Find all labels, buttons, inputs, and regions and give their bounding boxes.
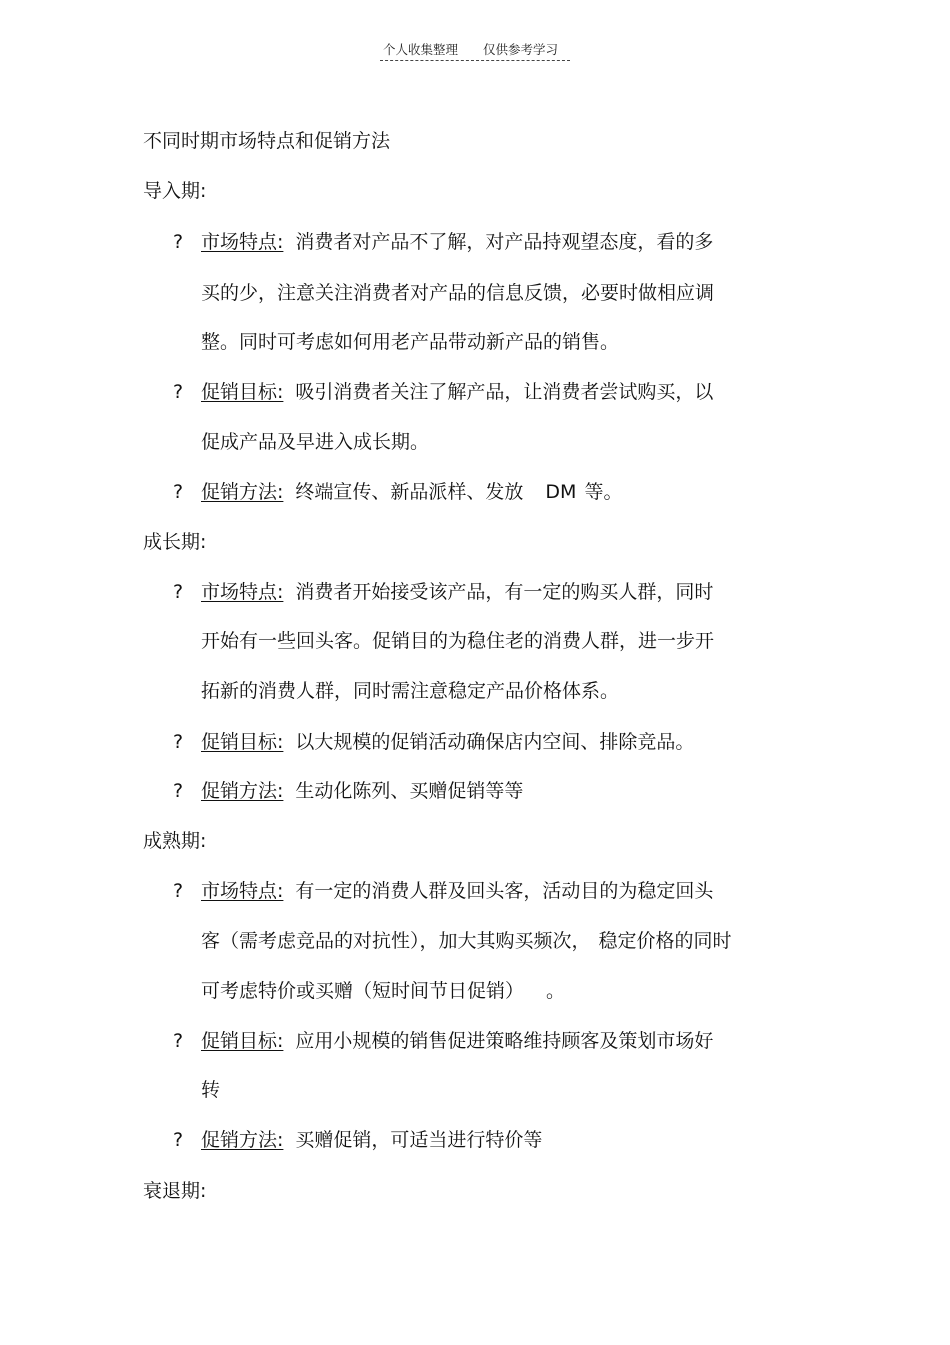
item-text: 有一定的消费人群及回头客，活动目的为稳定回头	[295, 880, 714, 902]
item-line: 开始有一些回头客。促销目的为稳住老的消费人群，进一步开	[201, 630, 715, 652]
item-text: 买赠促销，可适当进行特价等	[295, 1129, 543, 1151]
item-label: 市场特点:	[201, 581, 284, 603]
item-line	[201, 879, 713, 903]
item-line	[201, 929, 732, 953]
item-label: 促销方法:	[201, 780, 284, 802]
item-label: 促销目标:	[201, 381, 284, 403]
item-line	[201, 580, 713, 604]
item-text: DM	[545, 481, 577, 503]
page-header	[380, 38, 570, 61]
bullet-marker: ?	[173, 880, 184, 902]
bullet-marker: ?	[173, 1030, 184, 1052]
item-line: 整。同时可考虑如何用老产品带动新产品的销售。	[201, 331, 620, 353]
item-text: 消费者开始接受该产品，有一定的购买人群，同时	[295, 581, 714, 603]
item-line: 转	[201, 1079, 221, 1101]
item-line	[201, 480, 622, 504]
item-line	[201, 1029, 713, 1053]
item-line	[201, 230, 713, 254]
item-text: 可考虑特价或买赠（短时间节日促销）	[201, 980, 525, 1002]
item-line	[201, 779, 523, 803]
document-title: 不同时期市场特点和促销方法	[143, 130, 391, 152]
item-label: 促销目标:	[201, 731, 284, 753]
bullet-marker: ?	[173, 581, 184, 603]
item-line: 买的少，注意关注消费者对产品的信息反馈，必要时做相应调	[201, 282, 715, 304]
header-right-text: 仅供参考学习	[483, 42, 559, 57]
item-label: 市场特点:	[201, 231, 284, 253]
bullet-marker: ?	[173, 381, 184, 403]
item-text: 客（需考虑竞品的对抗性）	[201, 930, 420, 952]
bullet-marker: ?	[173, 231, 184, 253]
item-line	[201, 380, 713, 404]
item-text: 。	[546, 980, 566, 1002]
item-line: 拓新的消费人群，同时需注意稳定产品价格体系。	[201, 680, 620, 702]
item-line	[201, 730, 694, 754]
bullet-marker: ?	[173, 481, 184, 503]
item-text: 以大规模的促销活动确保店内空间、排除竞品。	[295, 731, 695, 753]
bullet-marker: ?	[173, 780, 184, 802]
section-heading-introduction: 导入期:	[143, 180, 207, 202]
item-label: 市场特点:	[201, 880, 284, 902]
item-text: 终端宣传、新品派样、发放	[295, 481, 524, 503]
bullet-marker: ?	[173, 1129, 184, 1151]
item-label: 促销目标:	[201, 1030, 284, 1052]
item-label: 促销方法:	[201, 481, 284, 503]
item-line: 促成产品及早进入成长期。	[201, 431, 430, 453]
item-text: 等。	[584, 481, 623, 503]
section-heading-decline: 衰退期:	[143, 1180, 207, 1202]
item-text: 应用小规模的销售促进策略维持顾客及策划市场好	[295, 1030, 714, 1052]
section-heading-maturity: 成熟期:	[143, 830, 207, 852]
item-label: 促销方法:	[201, 1129, 284, 1151]
item-text: 稳定价格的同时	[598, 930, 732, 952]
item-text: 吸引消费者关注了解产品，让消费者尝试购买，以	[295, 381, 714, 403]
item-text: 生动化陈列、买赠促销等等	[295, 780, 524, 802]
item-line	[201, 1128, 542, 1152]
section-heading-growth: 成长期:	[143, 531, 207, 553]
bullet-marker: ?	[173, 731, 184, 753]
item-line	[201, 979, 565, 1003]
header-left-text: 个人收集整理	[383, 42, 459, 57]
item-text: ，加大其购买频次，	[419, 930, 591, 952]
item-text: 消费者对产品不了解，对产品持观望态度，看的多	[295, 231, 714, 253]
